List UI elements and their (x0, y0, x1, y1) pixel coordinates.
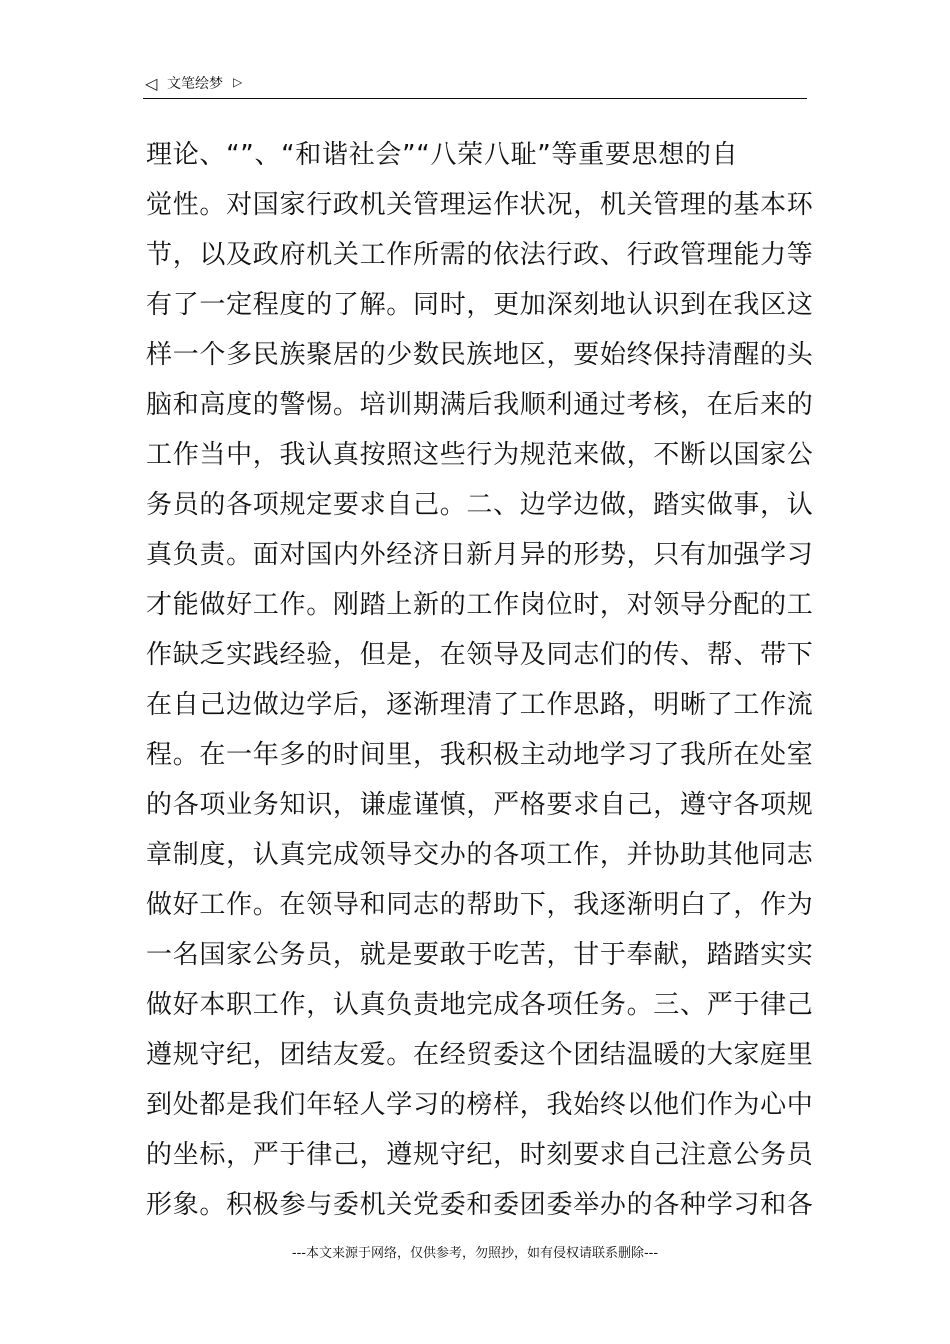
body-line: 作缺乏实践经验，但是，在领导及同志们的传、帮、带下 (146, 640, 814, 670)
body-line: 觉性。对国家行政机关管理运作状况，机关管理的基本环 (146, 190, 814, 220)
body-line: 理论、“”、“和谐社会”“八荣八耻”等重要思想的自 (146, 140, 739, 170)
body-line: 形象。积极参与委机关党委和委团委举办的各种学习和各 (146, 1190, 814, 1220)
body-line: 务员的各项规定要求自己。二、边学边做，踏实做事，认 (146, 490, 814, 520)
body-line: 真负责。面对国内外经济日新月异的形势，只有加强学习 (146, 540, 814, 570)
body-line: 的坐标，严于律己，遵规守纪，时刻要求自己注意公务员 (146, 1140, 814, 1170)
body-line: 程。在一年多的时间里，我积极主动地学习了我所在处室 (146, 740, 814, 770)
body-line: 在自己边做边学后，逐渐理清了工作思路，明晰了工作流 (146, 690, 814, 720)
body-line: 到处都是我们年轻人学习的榜样，我始终以他们作为心中 (146, 1090, 814, 1120)
body-line: 一名国家公务员，就是要敢于吃苦，甘于奉献，踏踏实实 (146, 940, 814, 970)
body-line: 工作当中，我认真按照这些行为规范来做，不断以国家公 (146, 440, 814, 470)
body-line: 脑和高度的警惕。培训期满后我顺利通过考核，在后来的 (146, 390, 814, 420)
body-line: 做好工作。在领导和同志的帮助下，我逐渐明白了，作为 (146, 890, 814, 920)
body-line: 才能做好工作。刚踏上新的工作岗位时，对领导分配的工 (146, 590, 814, 620)
page-footer: ---本文来源于网络，仅供参考，勿照抄，如有侵权请联系删除--- (291, 1246, 659, 1261)
page-header (143, 72, 807, 99)
body-line: 节，以及政府机关工作所需的依法行政、行政管理能力等 (146, 240, 814, 270)
document-body (146, 130, 814, 1230)
header-title: 文笔绘梦 (167, 76, 223, 92)
body-line: 遵规守纪，团结友爱。在经贸委这个团结温暖的大家庭里 (146, 1040, 814, 1070)
body-line: 做好本职工作，认真负责地完成各项任务。三、严于律己 (146, 990, 814, 1020)
triangle-right-icon: ▷ (233, 75, 243, 89)
triangle-left-icon: ◁ (145, 74, 158, 93)
body-line: 样一个多民族聚居的少数民族地区，要始终保持清醒的头 (146, 340, 814, 370)
body-line: 有了一定程度的了解。同时，更加深刻地认识到在我区这 (146, 290, 814, 320)
body-line: 的各项业务知识，谦虚谨慎，严格要求自己，遵守各项规 (146, 790, 814, 820)
body-line: 章制度，认真完成领导交办的各项工作，并协助其他同志 (146, 840, 814, 870)
